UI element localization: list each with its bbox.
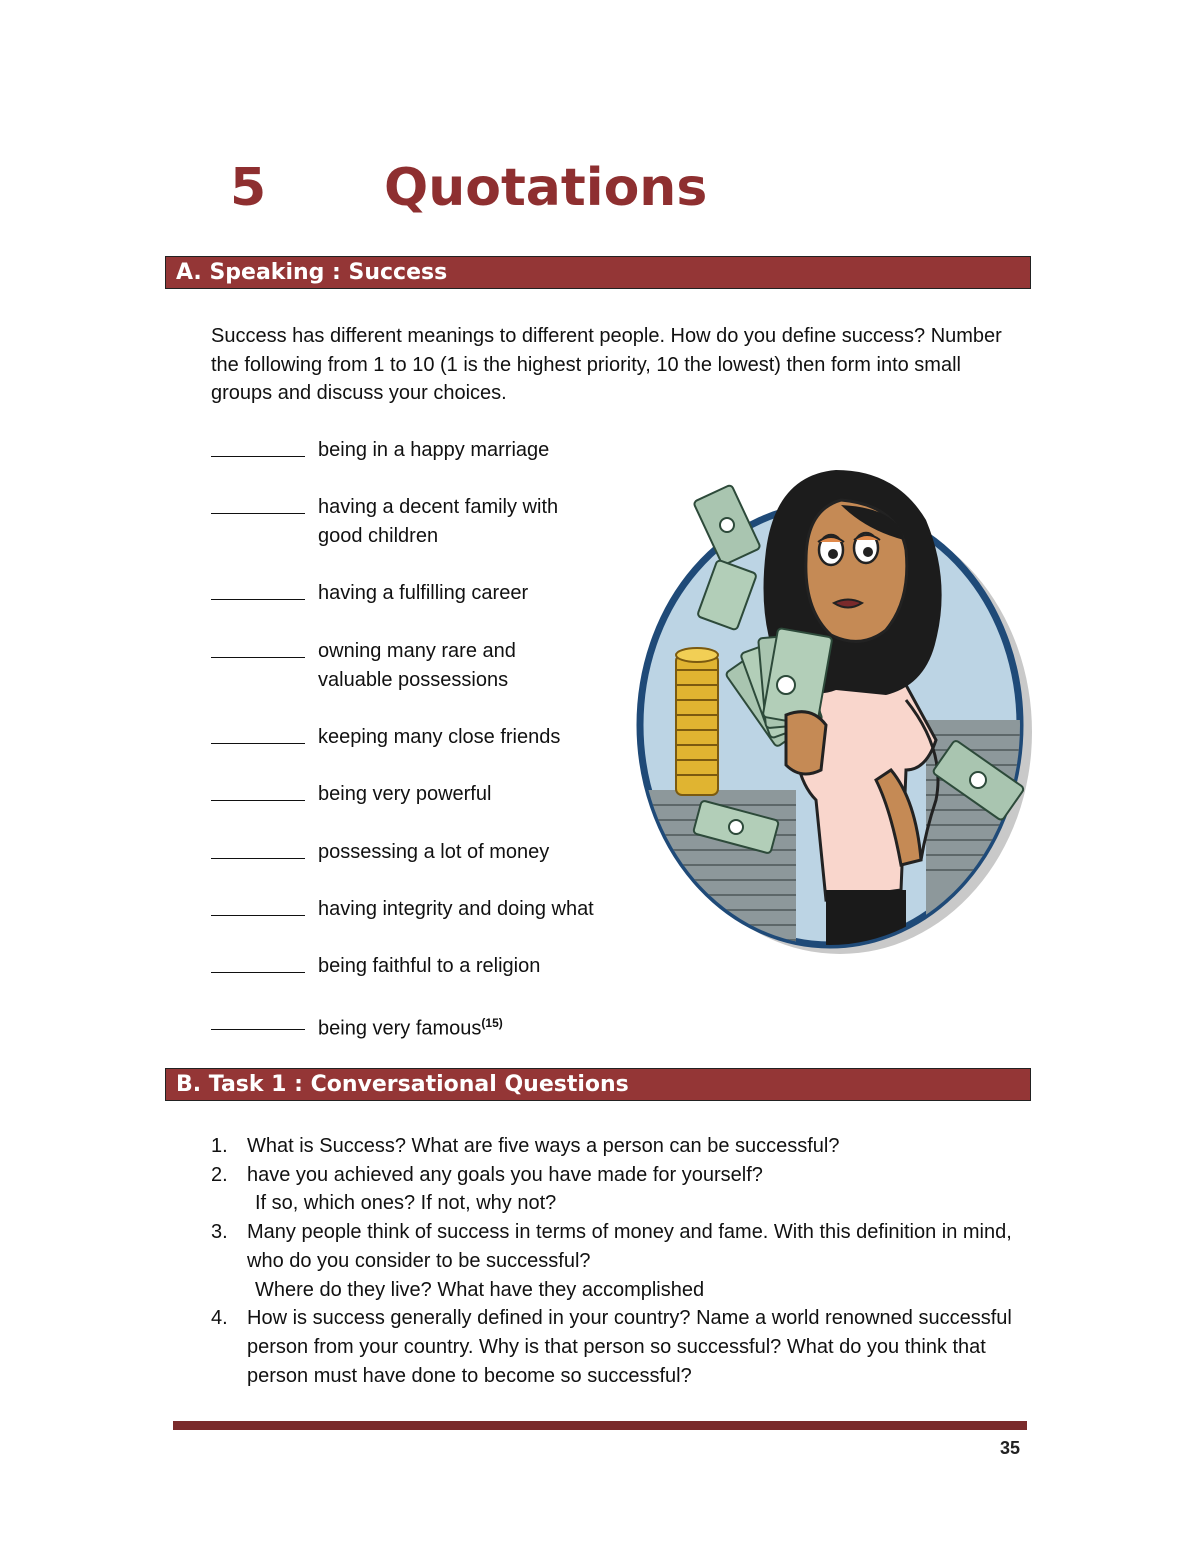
list-item [211, 436, 550, 466]
question-text: What is Success? What are five ways a person can be successful? [247, 1135, 840, 1157]
list-item [211, 780, 492, 810]
rank-blank[interactable] [211, 436, 305, 457]
woman-with-money-illustration [636, 470, 1056, 955]
chapter-number: 5 [230, 158, 267, 218]
rank-blank[interactable] [211, 895, 305, 916]
question-subtext: If so, which ones? If not, why not? [255, 1192, 557, 1215]
question-item [211, 1161, 1031, 1218]
question-text: have you achieved any goals you have made for yourself? [247, 1163, 763, 1186]
question-text: How is success generally defined in your country? Name a world renowned successful person from your country. Why is that person so successful? What do you think that person must have done to become so successful? [247, 1307, 1012, 1387]
rank-item-text: having a decent family with good children [318, 496, 559, 547]
list-item [211, 579, 529, 609]
questions-list [211, 1132, 1031, 1390]
question-number: 3. [211, 1221, 228, 1244]
question-item [211, 1218, 1031, 1304]
rank-item-text: being very powerful [318, 783, 492, 805]
question-number: 4. [211, 1307, 228, 1330]
rank-blank[interactable] [211, 780, 305, 801]
rank-item-label: being very famous [318, 1017, 482, 1040]
section-a-heading: A. Speaking : Success [165, 256, 1031, 289]
footer-rule [173, 1421, 1027, 1430]
rank-item-text: having integrity and doing what [318, 898, 594, 920]
question-item [211, 1132, 1031, 1161]
list-item [211, 493, 559, 547]
list-item [211, 895, 594, 925]
rank-blank[interactable] [211, 1009, 305, 1030]
rank-blank[interactable] [211, 637, 305, 658]
rank-item-text: being faithful to a religion [318, 955, 541, 977]
question-text: Many people think of success in terms of money and fame. With this definition in mind, who do you consider to be successful? [247, 1221, 1012, 1272]
rank-blank[interactable] [211, 952, 305, 973]
question-subtext: Where do they live? What have they accomplished [255, 1278, 705, 1301]
list-item [211, 838, 550, 868]
question-number: 1. [211, 1135, 228, 1157]
rank-item-text: possessing a lot of money [318, 841, 550, 863]
rank-blank[interactable] [211, 493, 305, 514]
rank-item-text: keeping many close friends [318, 726, 561, 748]
citation-sup: (15) [481, 1016, 503, 1030]
rank-blank[interactable] [211, 838, 305, 859]
list-item [211, 723, 561, 753]
list-item [211, 952, 541, 982]
question-item [211, 1304, 1031, 1390]
rank-item-text [318, 1009, 618, 1043]
rank-item-text: having a fulfilling career [318, 582, 529, 604]
rank-item-text: owning many rare and valuable possessions [318, 640, 516, 691]
question-number: 2. [211, 1163, 228, 1186]
section-a-intro: Success has different meanings to different people. How do you define success? Number the following from 1 to 10 (1 is the highest priority, 10 the lowest) then form into small groups and discuss your choices. [211, 325, 1002, 404]
rank-item-text: being in a happy marriage [318, 439, 550, 461]
list-item [211, 1009, 503, 1040]
section-b-heading: B. Task 1 : Conversational Questions [165, 1068, 1031, 1101]
rank-blank[interactable] [211, 579, 305, 600]
list-item [211, 637, 516, 691]
rank-blank[interactable] [211, 723, 305, 744]
page-number: 35 [1000, 1438, 1021, 1458]
chapter-title: Quotations [384, 158, 708, 218]
